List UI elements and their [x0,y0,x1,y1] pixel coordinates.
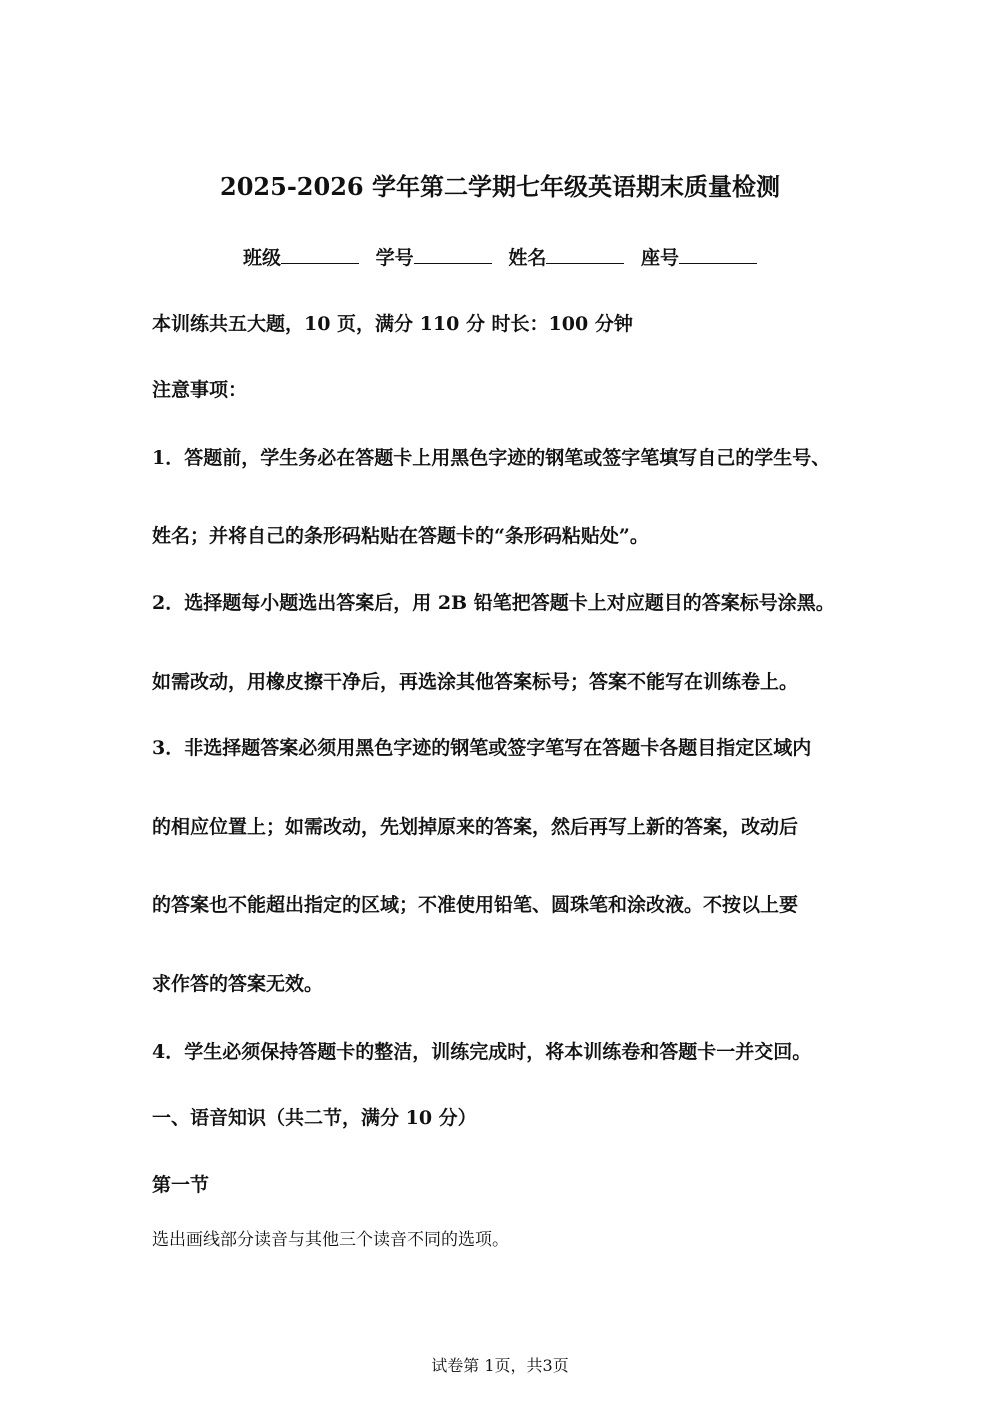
notice-line: 3．非选择题答案必须用黑色字迹的钢笔或签字笔写在答题卡各题目指定区域内 [152,737,812,759]
seat-blank[interactable] [679,245,757,264]
page-title: 2025-2026 学年第二学期七年级英语期末质量检测 [220,172,780,201]
section-heading: 一、语音知识（共二节，满分 10 分） [152,1107,477,1129]
notice-line: 1．答题前，学生务必在答题卡上用黑色字迹的钢笔或签字笔填写自己的学生号、 [152,447,831,469]
notice-line: 如需改动，用橡皮擦干净后，再选涂其他答案标号；答案不能写在训练卷上。 [152,671,799,693]
exam-info: 本训练共五大题，10 页，满分 110 分 时长：100 分钟 [152,313,633,335]
student-no-blank[interactable] [414,245,492,264]
class-label: 班级 [243,247,282,269]
subsection-heading: 第一节 [152,1174,210,1196]
class-field [243,245,359,270]
name-field [508,245,624,270]
notice-line: 2．选择题每小题选出答案后，用 2B 铅笔把答题卡上对应题目的答案标号涂黑。 [152,592,835,614]
student-info-row [0,245,1000,270]
notice-line: 求作答的答案无效。 [152,973,324,995]
student-no-field [376,245,492,270]
notice-heading: 注意事项： [152,379,248,401]
seat-field [641,245,757,270]
class-blank[interactable] [281,245,359,264]
notice-line: 4．学生必须保持答题卡的整洁，训练完成时，将本训练卷和答题卡一并交回。 [152,1041,812,1063]
student-no-label: 学号 [375,247,414,269]
notice-line: 姓名；并将自己的条形码粘贴在答题卡的“条形码粘贴处”。 [152,525,649,547]
seat-label: 座号 [640,247,679,269]
notice-line: 的相应位置上；如需改动，先划掉原来的答案，然后再写上新的答案，改动后 [152,816,799,838]
notice-line: 的答案也不能超出指定的区域；不准使用铅笔、圆珠笔和涂改液。不按以上要 [152,894,799,916]
page-footer: 试卷第 1页，共3页 [431,1356,569,1375]
name-blank[interactable] [546,245,624,264]
instruction-text: 选出画线部分读音与其他三个读音不同的选项。 [152,1230,509,1250]
name-label: 姓名 [508,247,547,269]
